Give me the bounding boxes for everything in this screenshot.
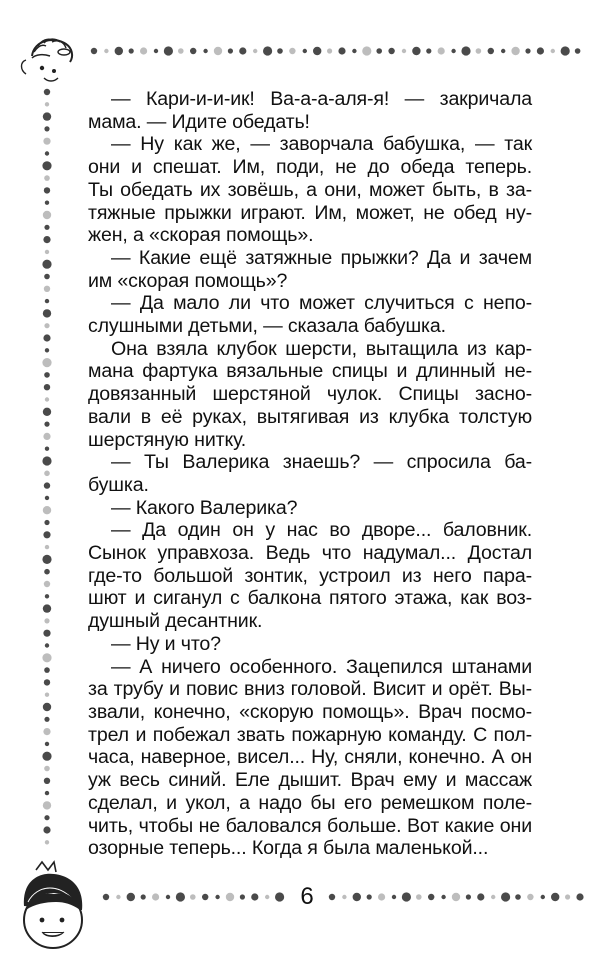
border-dot <box>43 826 50 833</box>
border-dot <box>45 201 49 205</box>
border-dot <box>45 791 49 795</box>
border-dot <box>202 894 208 900</box>
border-dot <box>44 482 50 488</box>
paragraph <box>88 338 532 452</box>
text-line: Сынок управхоза. Ведь что надумал... Достал <box>88 542 532 565</box>
text-line: — Какого Валерика? <box>111 496 298 519</box>
border-dot <box>575 48 581 54</box>
border-dot <box>251 893 258 900</box>
border-dot <box>116 895 120 899</box>
border-dot <box>44 187 50 193</box>
body-text <box>88 88 532 860</box>
border-dot <box>452 893 460 901</box>
border-dot <box>565 894 570 899</box>
border-dot <box>45 102 49 106</box>
text-line: мама. — Идите обедать! <box>88 110 310 133</box>
border-dot <box>537 47 544 54</box>
text-line: часа, наверное, висел... Ну, сняли, конечно. А он <box>88 746 532 769</box>
border-dot <box>44 667 50 673</box>
paragraph <box>88 247 532 292</box>
border-dot <box>289 48 295 54</box>
border-dot <box>141 894 146 899</box>
text-line: — Ну и что? <box>111 632 221 655</box>
border-dot <box>477 893 484 900</box>
text-line: вали в её руках, вытягивая из клубка толстую <box>88 405 532 428</box>
paragraph <box>88 633 532 656</box>
border-dot <box>44 471 50 477</box>
border-dot <box>44 372 50 378</box>
border-dot <box>43 531 50 538</box>
border-dot <box>42 555 51 564</box>
border-dot <box>376 48 382 54</box>
text-line: за трубу и повис вниз головой. Висит и орёт. Вы- <box>88 678 532 701</box>
text-line: они и спешат. Им, поди, не до обеда теперь. <box>88 156 532 179</box>
border-dot <box>42 653 51 662</box>
border-dot <box>313 47 321 55</box>
border-dot <box>43 728 50 735</box>
border-dot <box>388 48 394 54</box>
border-dot <box>228 48 233 53</box>
border-dot <box>488 48 494 54</box>
text-line: — Ну как же, — заворчала бабушка, — так <box>111 133 532 156</box>
border-dot <box>277 48 283 54</box>
girl-face-icon <box>14 30 88 90</box>
border-dot <box>402 49 406 53</box>
border-dot <box>45 594 49 598</box>
border-dot <box>115 47 123 55</box>
border-dot <box>45 496 49 500</box>
border-dot <box>476 48 482 54</box>
text-line: довязанный шерстяной чулок. Спицы засно- <box>88 383 532 406</box>
text-line: трел и побежал звать пожарную команду. С пол- <box>88 723 532 746</box>
border-dot <box>240 894 245 899</box>
border-dot <box>43 138 50 145</box>
border-dot <box>42 161 51 170</box>
border-dot <box>44 717 49 722</box>
text-line: уж весь синий. Еле дышит. Врач ему и массаж <box>88 769 532 792</box>
border-dot <box>154 49 158 53</box>
border-dot <box>190 894 196 900</box>
border-dot <box>527 894 533 900</box>
border-dot <box>104 49 108 53</box>
border-dot <box>541 895 545 899</box>
border-dot <box>551 49 555 53</box>
border-dot <box>327 48 332 53</box>
paragraph <box>88 451 532 496</box>
border-dot <box>44 126 49 131</box>
border-dot <box>378 893 385 900</box>
border-dot <box>352 49 356 53</box>
border-dot <box>342 895 346 899</box>
text-line: чить, чтобы не баловался больше. Вот какие они <box>88 814 532 837</box>
border-dot <box>511 47 519 55</box>
text-line: Ты обедать их зовёшь, а они, может быть, в за- <box>88 178 532 201</box>
border-dot <box>45 250 49 254</box>
border-dot <box>416 894 422 900</box>
border-dot <box>466 894 471 899</box>
border-dot <box>43 309 51 317</box>
border-dot <box>303 49 307 53</box>
border-dot <box>44 422 49 427</box>
text-line: им «скорая помощь»? <box>88 269 288 292</box>
border-dot <box>45 643 49 647</box>
border-dot <box>44 569 50 575</box>
border-dot <box>265 895 269 899</box>
border-dot <box>501 892 510 901</box>
border-dot <box>253 49 257 53</box>
border-dot <box>164 46 173 55</box>
text-line: сделал, и укол, а надо бы его ремешком поле- <box>88 791 532 814</box>
border-dot <box>426 48 431 53</box>
border-dot <box>42 752 51 761</box>
paragraph <box>88 519 532 633</box>
text-line: где-то большой зонтик, устроил из него пара- <box>88 564 532 587</box>
border-dot <box>44 286 50 292</box>
paragraph <box>88 656 532 860</box>
paragraph <box>88 88 532 133</box>
text-line: слушными детьми, — сказала бабушка. <box>88 315 446 338</box>
border-dot <box>152 893 159 900</box>
text-line: жен, а «скорая помощь». <box>88 224 314 247</box>
border-dot <box>129 48 134 53</box>
border-dot <box>441 895 445 899</box>
border-dot <box>226 893 234 901</box>
border-dot <box>45 151 49 155</box>
paragraph <box>88 497 532 520</box>
paragraph <box>88 292 532 337</box>
border-dot <box>190 48 196 54</box>
border-dot <box>140 47 147 54</box>
text-line: — Да мало ли что может случиться с непо- <box>111 292 532 315</box>
border-dot <box>127 893 135 901</box>
border-dot <box>43 703 51 711</box>
text-line: озорные теперь... Когда я была маленькой... <box>88 837 489 860</box>
border-dot <box>91 48 97 54</box>
border-dot <box>44 766 50 772</box>
paragraph <box>88 133 532 247</box>
border-dot <box>103 894 109 900</box>
text-line: — Да один он у нас во дворе... баловник. <box>111 519 532 542</box>
border-dot <box>178 48 184 54</box>
border-dot <box>44 384 50 390</box>
border-dot <box>451 49 455 53</box>
text-line: — Какие ещё затяжные прыжки? Да и зачем <box>111 246 532 269</box>
border-dot <box>166 895 170 899</box>
border-dot <box>338 47 345 54</box>
border-dot <box>43 236 50 243</box>
border-dot <box>353 893 361 901</box>
border-dot <box>45 693 49 697</box>
border-dot <box>44 274 50 280</box>
border-dot <box>215 895 219 899</box>
text-line: шерстяную нитку. <box>88 428 247 451</box>
border-dot <box>45 840 49 844</box>
top-dotted-border <box>88 42 588 60</box>
border-dot <box>392 895 396 899</box>
border-dot <box>44 778 50 784</box>
border-dot <box>263 46 272 55</box>
border-dot <box>44 679 50 685</box>
border-dot <box>525 48 530 53</box>
border-dot <box>45 545 49 549</box>
border-dot <box>176 892 185 901</box>
border-dot <box>428 894 434 900</box>
border-dot <box>43 112 51 120</box>
border-dot <box>43 506 51 514</box>
border-dot <box>275 892 284 901</box>
border-dot <box>43 801 51 809</box>
border-dot <box>44 520 49 525</box>
border-dot <box>515 894 521 900</box>
border-dot <box>44 89 50 95</box>
border-dot <box>45 742 49 746</box>
border-dot <box>42 456 51 465</box>
border-dot <box>43 211 51 219</box>
border-dot <box>576 893 583 900</box>
border-dot <box>412 47 420 55</box>
border-dot <box>329 894 335 900</box>
border-dot <box>45 348 49 352</box>
text-line: — Ты Валерика знаешь? — спросила ба- <box>111 451 532 474</box>
border-dot <box>43 334 50 341</box>
text-line: душный десантник. <box>88 610 263 633</box>
border-dot <box>43 630 50 637</box>
text-line: шют и сиганул с балкона пятого этажа, как воз- <box>88 587 532 610</box>
border-dot <box>491 895 495 899</box>
text-line: звали, конечно, «скорую помощь». Врач посмо- <box>88 700 532 723</box>
border-dot <box>42 260 51 269</box>
border-dot <box>402 892 411 901</box>
border-dot <box>43 604 51 612</box>
text-line: мана фартука вязальные спицы и длинный не- <box>88 360 532 383</box>
border-dot <box>43 408 51 416</box>
border-dot <box>44 323 49 328</box>
text-line: Она взяла клубок шерсти, вытащила из кар- <box>111 337 532 360</box>
border-dot <box>44 175 50 181</box>
border-dot <box>239 47 246 54</box>
border-dot <box>561 46 570 55</box>
border-dot <box>44 225 49 230</box>
border-dot <box>44 815 49 820</box>
border-dot <box>461 46 470 55</box>
border-dot <box>501 49 505 53</box>
border-dot <box>214 47 222 55</box>
border-dot <box>438 47 445 54</box>
text-line: — Кари-и-и-ик! Ва-а-а-аля-я! — закричала <box>111 88 532 110</box>
girl-face-icon <box>10 858 96 962</box>
border-dot <box>42 358 51 367</box>
side-dotted-border <box>38 86 56 854</box>
border-dot <box>45 397 49 401</box>
border-dot <box>45 299 49 303</box>
text-line: бушка. <box>88 473 149 496</box>
border-dot <box>45 447 49 451</box>
border-dot <box>43 433 50 440</box>
bottom-dotted-border-left <box>100 888 290 906</box>
bottom-dotted-border-right <box>326 888 588 906</box>
page-number: 6 <box>300 883 314 910</box>
border-dot <box>203 49 207 53</box>
border-dot <box>44 581 50 587</box>
border-dot <box>367 894 372 899</box>
border-dot <box>362 46 371 55</box>
text-line: — А ничего особенного. Зацепился штанами <box>111 655 532 678</box>
border-dot <box>44 618 49 623</box>
border-dot <box>551 893 559 901</box>
text-line: тяжные прыжки играют. Им, может, не обед ну- <box>88 201 532 224</box>
